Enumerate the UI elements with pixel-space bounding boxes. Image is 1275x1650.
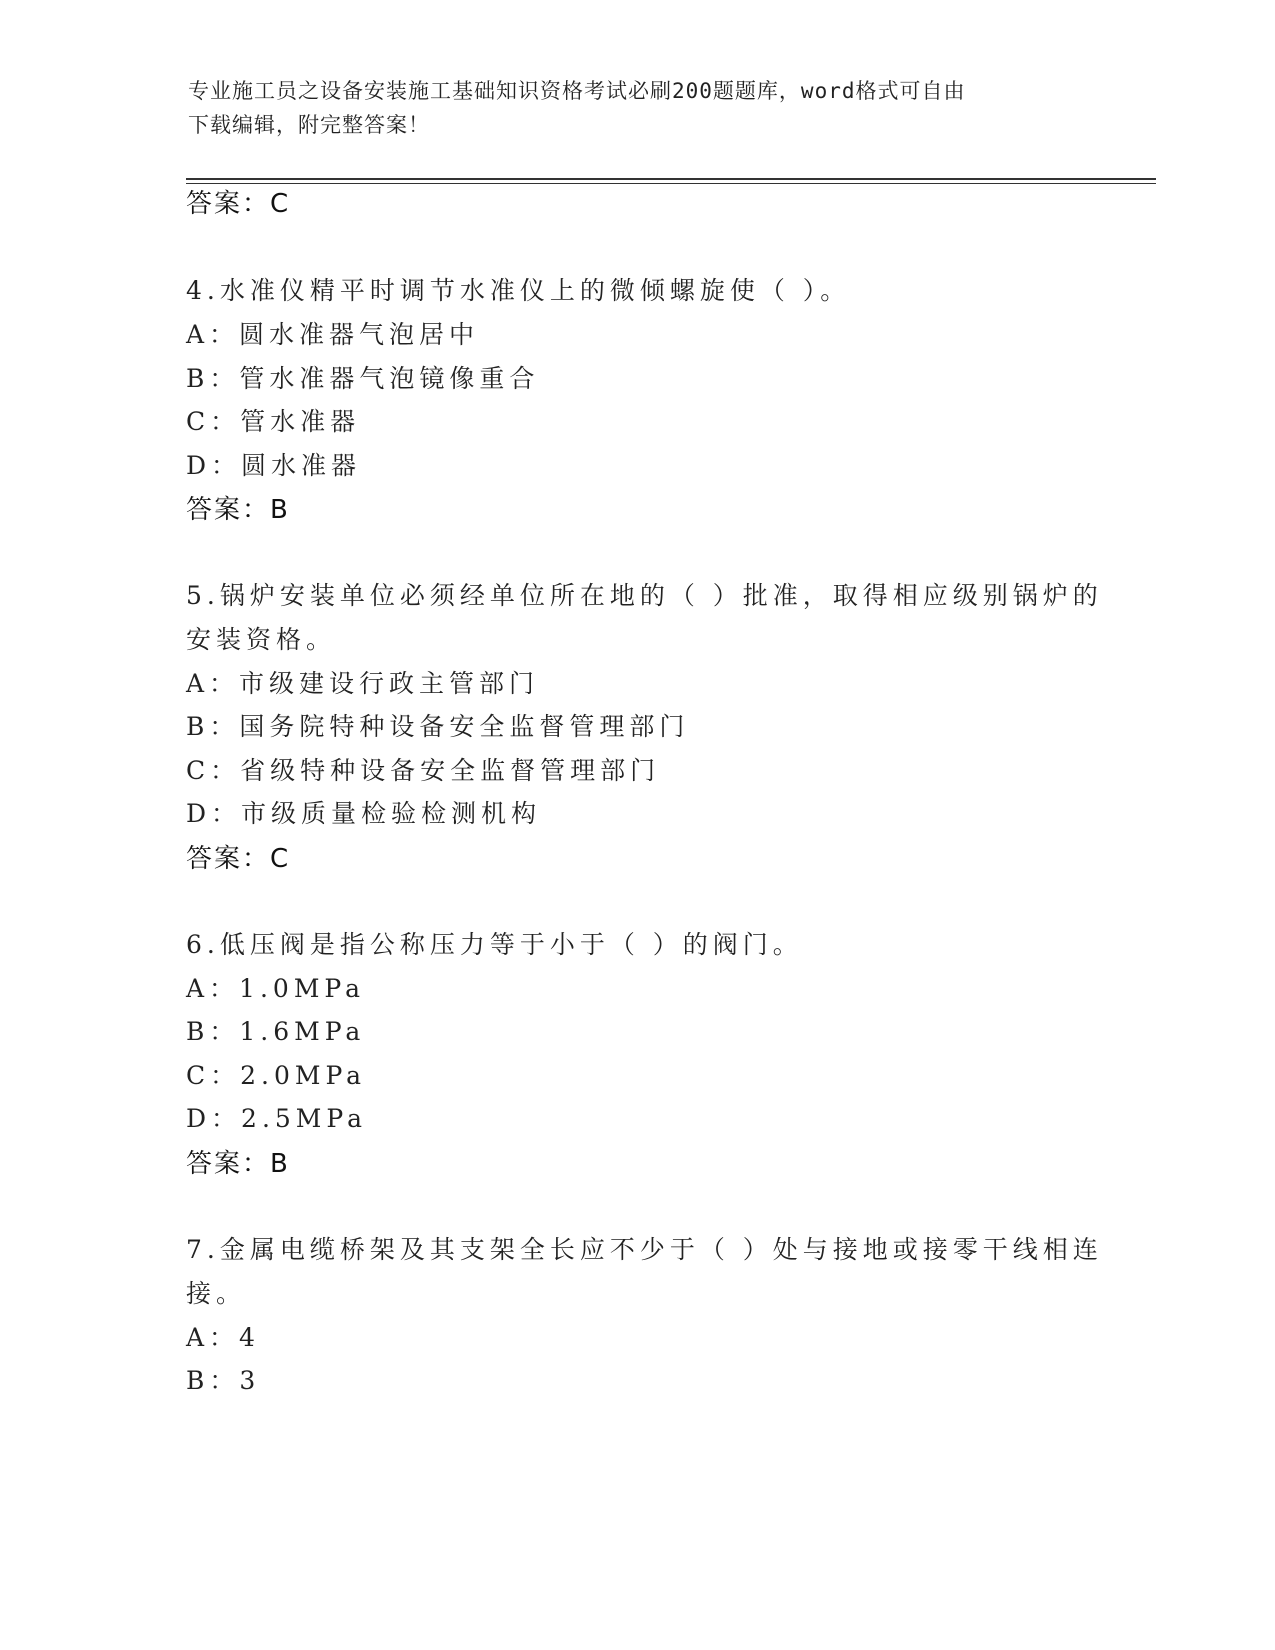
question-5-stem-cont: 安装资格。 <box>186 625 337 654</box>
question-4-answer: 答案：B <box>186 495 290 525</box>
header-divider <box>186 178 1156 180</box>
question-6-option-a: A：1.0MPa <box>186 974 366 1003</box>
question-6-option-c: C：2.0MPa <box>186 1061 367 1090</box>
question-6-stem: 6.低压阀是指公称压力等于小于（ ）的阀门。 <box>186 930 803 959</box>
question-5-stem: 5.锅炉安装单位必须经单位所在地的（ ）批准，取得相应级别锅炉的 <box>186 581 1103 610</box>
question-7-option-b: B：3 <box>186 1366 261 1395</box>
question-5-option-b: B：国务院特种设备安全监督管理部门 <box>186 712 690 741</box>
question-5-option-c: C：省级特种设备安全监督管理部门 <box>186 756 661 785</box>
header-line-2: 下载编辑，附完整答案！ <box>188 113 430 137</box>
document-header <box>188 74 1088 142</box>
question-4-option-d: D：圆水准器 <box>186 451 362 480</box>
question-4-stem: 4.水准仪精平时调节水准仪上的微倾螺旋使（ ）。 <box>186 276 851 305</box>
previous-answer: 答案：C <box>186 189 291 219</box>
question-6-option-d: D：2.5MPa <box>186 1104 368 1133</box>
question-4-option-a: A：圆水准器气泡居中 <box>186 320 480 349</box>
question-4-option-b: B：管水准器气泡镜像重合 <box>186 364 540 393</box>
question-5-answer: 答案：C <box>186 844 291 874</box>
question-7-option-a: A：4 <box>186 1323 260 1352</box>
header-line-1: 专业施工员之设备安装施工基础知识资格考试必刷200题题库，word格式可自由 <box>188 79 966 103</box>
question-6-answer: 答案：B <box>186 1149 290 1179</box>
question-7-stem-cont: 接。 <box>186 1279 247 1308</box>
question-6-option-b: B：1.6MPa <box>186 1017 366 1046</box>
question-5-option-a: A：市级建设行政主管部门 <box>186 669 540 698</box>
question-5-option-d: D：市级质量检验检测机构 <box>186 799 542 828</box>
header-divider-thin <box>186 183 1156 184</box>
question-4-option-c: C：管水准器 <box>186 407 361 436</box>
question-7-stem: 7.金属电缆桥架及其支架全长应不少于（ ）处与接地或接零干线相连 <box>186 1235 1103 1264</box>
